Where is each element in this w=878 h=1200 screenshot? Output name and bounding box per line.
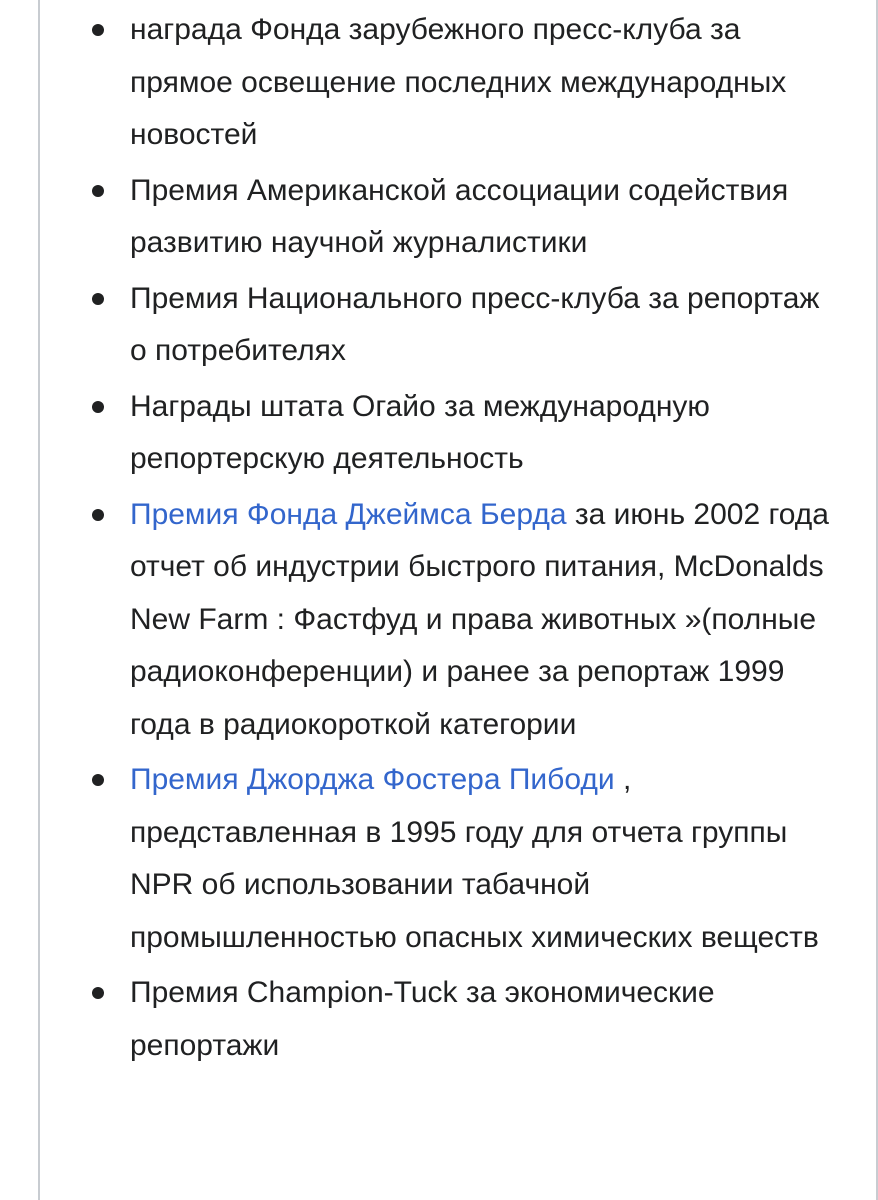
peabody-award-link[interactable]: Премия Джорджа Фостера Пибоди [130, 763, 615, 796]
award-item-national-press-club [0, 273, 878, 378]
bullet-icon [92, 987, 104, 999]
award-text: Премия Champion-Tuck за экономические репортажи [130, 976, 715, 1062]
bullet-icon [92, 401, 104, 413]
award-text: награда Фонда зарубежного пресс-клуба за прямое освещение последних международных новостей [130, 13, 787, 151]
award-item-foreign-press-club [0, 4, 878, 162]
award-item-champion-tuck [0, 967, 878, 1072]
award-item-peabody [0, 754, 878, 964]
bullet-icon [92, 185, 104, 197]
bullet-icon [92, 24, 104, 36]
bullet-icon [92, 293, 104, 305]
award-item-james-beard [0, 489, 878, 752]
james-beard-award-link[interactable]: Премия Фонда Джеймса Берда [130, 497, 567, 531]
award-item-ohio [0, 381, 878, 486]
award-text: Награды штата Огайо за международную репортерскую деятельность [130, 389, 710, 475]
award-text: за июнь 2002 года отчет об индустрии быстрого питания, McDonalds New Farm : Фастфуд и права животных »(полные радиоконференции) и ранее за репортаж 1999 года в радиокороткой категории [130, 497, 829, 741]
award-text: Премия Американской ассоциации содействия развитию научной журналистики [130, 173, 789, 259]
award-item-aaas [0, 165, 878, 270]
awards-list [0, 4, 878, 1075]
bullet-icon [92, 774, 104, 786]
award-text: , представленная в 1995 году для отчета группы NPR об использовании табачной промышленностью опасных химических веществ [130, 763, 819, 954]
bullet-icon [92, 509, 104, 521]
award-text: Премия Национального пресс-клуба за репортаж о потребителях [130, 281, 820, 367]
